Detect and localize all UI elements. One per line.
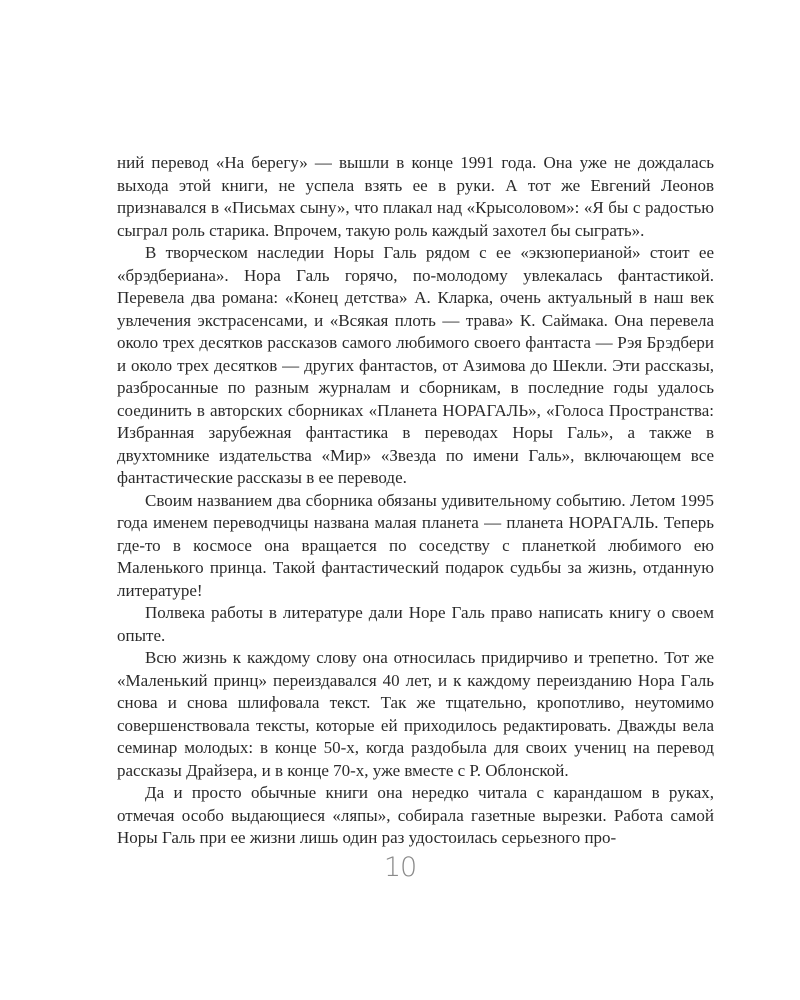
paragraph-planet: Своим названием два сборника обязаны удивительному событию. Летом 1995 года именем переводчицы названа малая планета — планета НОРАГАЛЬ. Теперь где-то в космосе она вращается по соседству с планеткой любимого ею Маленького принца. Такой фантастический подарок судьбы за жизнь, отданную литературе! bbox=[117, 490, 714, 600]
paragraph-ordinary-books: Да и просто обычные книги она нередко читала с карандашом в руках, отмечая особо выдающиеся «ляпы», собирала газетные вырезки. Работа самой Норы Галь при ее жизни лишь один раз удостоилась серьезного про- bbox=[117, 783, 714, 847]
paragraph-whole-life: Всю жизнь к каждому слову она относилась придирчиво и трепетно. Тот же «Маленький принц» переиздавался 40 лет, и к каждому переизданию Нора Галь снова и снова шлифовала текст. Так же тщательно, кропотливо, неутомимо совершенствовала тексты, которые ей приходилось редактировать. Дважды вела семинар молодых: в конце 50-х, когда раздобыла для своих учениц на перевод рассказы Драйзера, и в конце 70-х, уже вместе с Р. Облонской. bbox=[117, 648, 714, 780]
body-text bbox=[117, 152, 714, 850]
paragraph-continued: ний перевод «На берегу» — вышли в конце 1991 года. Она уже не дождалась выхода этой книги, не успела взять ее в руки. А тот же Евгений Леонов признавался в «Письмах сыну», что плакал над «Крысоловом»: «Я бы с радостью сыграл роль старика. Впрочем, такую роль каждый захотел бы сыграть». bbox=[117, 153, 714, 240]
paragraph-half-century: Полвека работы в литературе дали Норе Галь право написать книгу о своем опыте. bbox=[117, 603, 714, 645]
paragraph-bradbury: В творческом наследии Норы Галь рядом с ее «экзюперианой» стоит ее «брэдбериана». Нора Галь горячо, по-молодому увлекалась фантастикой. Перевела два романа: «Конец детства» А. Кларка, очень актуальный в наш век увлечения экстрасенсами, и «Всякая плоть — трава» К. Саймака. Она перевела около трех десятков рассказов самого любимого своего фантаста — Рэя Брэдбери и около трех десятков — других фантастов, от Азимова до Шекли. Эти рассказы, разбросанные по разным журналам и сборникам, в последние годы удалось соединить в авторских сборниках «Планета НОРАГАЛЬ», «Голоса Пространства: Избранная зарубежная фантастика в переводах Норы Галь», а также в двухтомнике издательства «Мир» «Звезда по имени Галь», включающем все фантастические рассказы в ее переводе. bbox=[117, 243, 714, 487]
page-number: 10 bbox=[383, 852, 417, 883]
